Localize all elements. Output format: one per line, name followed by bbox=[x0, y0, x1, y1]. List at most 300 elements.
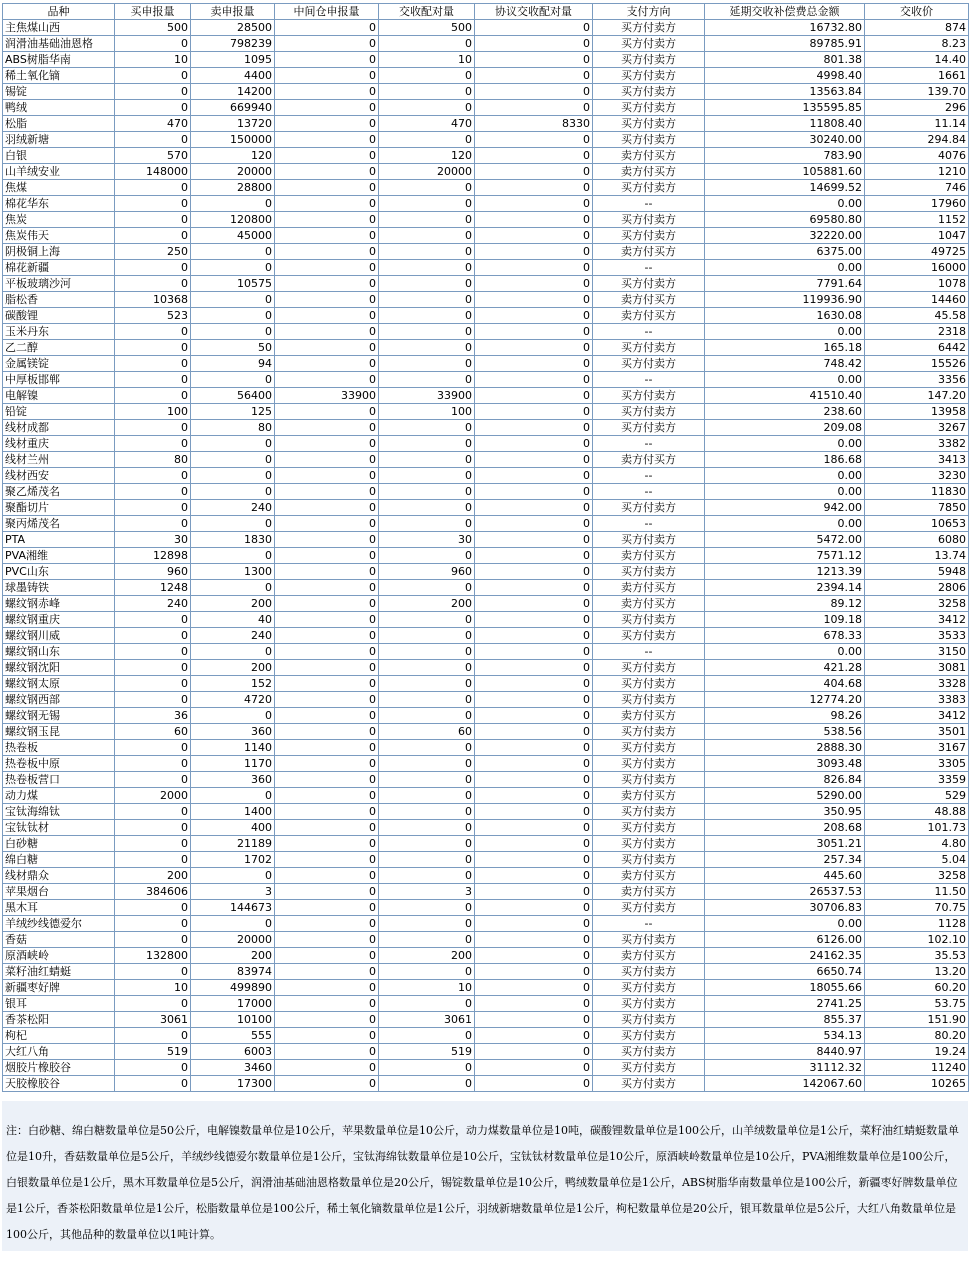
value-cell: 105881.60 bbox=[705, 164, 865, 180]
value-cell: 0 bbox=[379, 340, 475, 356]
value-cell: 13.20 bbox=[865, 964, 969, 980]
variety-cell: PVC山东 bbox=[3, 564, 115, 580]
value-cell: 5472.00 bbox=[705, 532, 865, 548]
value-cell: 0 bbox=[275, 596, 379, 612]
value-cell: 0 bbox=[191, 308, 275, 324]
column-header: 支付方向 bbox=[593, 4, 705, 20]
value-cell: 3359 bbox=[865, 772, 969, 788]
variety-cell: PTA bbox=[3, 532, 115, 548]
value-cell: 1630.08 bbox=[705, 308, 865, 324]
value-cell: 384606 bbox=[115, 884, 191, 900]
value-cell: 0 bbox=[191, 580, 275, 596]
value-cell: 0 bbox=[379, 868, 475, 884]
payment-direction-cell: 卖方付买方 bbox=[593, 292, 705, 308]
value-cell: 0 bbox=[191, 916, 275, 932]
value-cell: 0 bbox=[115, 964, 191, 980]
value-cell: 0.00 bbox=[705, 324, 865, 340]
value-cell: 0 bbox=[475, 452, 593, 468]
value-cell: 98.26 bbox=[705, 708, 865, 724]
payment-direction-cell: 卖方付买方 bbox=[593, 708, 705, 724]
value-cell: 0 bbox=[191, 868, 275, 884]
value-cell: 0 bbox=[379, 708, 475, 724]
value-cell: 53.75 bbox=[865, 996, 969, 1012]
variety-cell: 热卷板营口 bbox=[3, 772, 115, 788]
table-row bbox=[3, 788, 969, 804]
variety-cell: 螺纹钢赤峰 bbox=[3, 596, 115, 612]
value-cell: 0 bbox=[379, 660, 475, 676]
value-cell: 20000 bbox=[191, 932, 275, 948]
table-row bbox=[3, 372, 969, 388]
value-cell: 1095 bbox=[191, 52, 275, 68]
value-cell: 11.14 bbox=[865, 116, 969, 132]
value-cell: 0 bbox=[275, 644, 379, 660]
value-cell: 150000 bbox=[191, 132, 275, 148]
value-cell: 1128 bbox=[865, 916, 969, 932]
value-cell: 0 bbox=[379, 820, 475, 836]
value-cell: 3 bbox=[191, 884, 275, 900]
value-cell: 0 bbox=[275, 660, 379, 676]
value-cell: 0 bbox=[275, 52, 379, 68]
value-cell: 80 bbox=[115, 452, 191, 468]
value-cell: 3460 bbox=[191, 1060, 275, 1076]
value-cell: 0 bbox=[475, 404, 593, 420]
value-cell: 69580.80 bbox=[705, 212, 865, 228]
value-cell: 1830 bbox=[191, 532, 275, 548]
value-cell: 7850 bbox=[865, 500, 969, 516]
value-cell: 0 bbox=[379, 852, 475, 868]
value-cell: 15526 bbox=[865, 356, 969, 372]
variety-cell: 菜籽油红蜻蜓 bbox=[3, 964, 115, 980]
table-row bbox=[3, 52, 969, 68]
value-cell: 0 bbox=[115, 660, 191, 676]
value-cell: 14.40 bbox=[865, 52, 969, 68]
payment-direction-cell: 买方付卖方 bbox=[593, 564, 705, 580]
value-cell: 7791.64 bbox=[705, 276, 865, 292]
variety-cell: 银耳 bbox=[3, 996, 115, 1012]
value-cell: 0 bbox=[379, 612, 475, 628]
value-cell: 0 bbox=[475, 628, 593, 644]
table-row bbox=[3, 932, 969, 948]
value-cell: 28500 bbox=[191, 20, 275, 36]
value-cell: 0 bbox=[475, 276, 593, 292]
variety-cell: 平板玻璃沙河 bbox=[3, 276, 115, 292]
value-cell: 500 bbox=[115, 20, 191, 36]
value-cell: 3305 bbox=[865, 756, 969, 772]
payment-direction-cell: 买方付卖方 bbox=[593, 1012, 705, 1028]
value-cell: 0 bbox=[275, 884, 379, 900]
value-cell: 0 bbox=[475, 388, 593, 404]
table-row bbox=[3, 708, 969, 724]
payment-direction-cell: 买方付卖方 bbox=[593, 1044, 705, 1060]
value-cell: 678.33 bbox=[705, 628, 865, 644]
value-cell: 534.13 bbox=[705, 1028, 865, 1044]
value-cell: 209.08 bbox=[705, 420, 865, 436]
value-cell: 296 bbox=[865, 100, 969, 116]
value-cell: 0 bbox=[115, 900, 191, 916]
value-cell: 14460 bbox=[865, 292, 969, 308]
value-cell: 0 bbox=[115, 916, 191, 932]
table-row bbox=[3, 132, 969, 148]
value-cell: 0 bbox=[115, 68, 191, 84]
table-row bbox=[3, 68, 969, 84]
value-cell: 0 bbox=[275, 340, 379, 356]
value-cell: 0 bbox=[475, 868, 593, 884]
variety-cell: 香菇 bbox=[3, 932, 115, 948]
value-cell: 0 bbox=[275, 916, 379, 932]
table-row bbox=[3, 516, 969, 532]
variety-cell: 螺纹钢山东 bbox=[3, 644, 115, 660]
value-cell: 0 bbox=[475, 340, 593, 356]
value-cell: 0 bbox=[475, 964, 593, 980]
value-cell: 165.18 bbox=[705, 340, 865, 356]
value-cell: 0 bbox=[475, 164, 593, 180]
variety-cell: 宝钛钛材 bbox=[3, 820, 115, 836]
value-cell: 1661 bbox=[865, 68, 969, 84]
value-cell: 0 bbox=[475, 676, 593, 692]
value-cell: 0 bbox=[115, 692, 191, 708]
value-cell: 0 bbox=[379, 676, 475, 692]
table-row bbox=[3, 628, 969, 644]
value-cell: 12774.20 bbox=[705, 692, 865, 708]
payment-direction-cell: 买方付卖方 bbox=[593, 724, 705, 740]
payment-direction-cell: -- bbox=[593, 436, 705, 452]
column-header: 品种 bbox=[3, 4, 115, 20]
value-cell: 0 bbox=[115, 996, 191, 1012]
delivery-table bbox=[2, 3, 969, 1092]
value-cell: 0 bbox=[275, 868, 379, 884]
value-cell: 139.70 bbox=[865, 84, 969, 100]
value-cell: 0 bbox=[475, 532, 593, 548]
delivery-report bbox=[2, 3, 968, 1092]
value-cell: 0 bbox=[275, 580, 379, 596]
value-cell: 60.20 bbox=[865, 980, 969, 996]
column-header: 交收价 bbox=[865, 4, 969, 20]
value-cell: 0 bbox=[475, 900, 593, 916]
payment-direction-cell: 买方付卖方 bbox=[593, 980, 705, 996]
value-cell: 0.00 bbox=[705, 644, 865, 660]
variety-cell: 大红八角 bbox=[3, 1044, 115, 1060]
value-cell: 0 bbox=[379, 468, 475, 484]
table-row bbox=[3, 820, 969, 836]
payment-direction-cell: 买方付卖方 bbox=[593, 676, 705, 692]
value-cell: 1210 bbox=[865, 164, 969, 180]
value-cell: 200 bbox=[191, 660, 275, 676]
variety-cell: 阴极铜上海 bbox=[3, 244, 115, 260]
value-cell: 26537.53 bbox=[705, 884, 865, 900]
value-cell: 17300 bbox=[191, 1076, 275, 1092]
value-cell: 20000 bbox=[379, 164, 475, 180]
value-cell: 240 bbox=[191, 500, 275, 516]
variety-cell: 螺纹钢无锡 bbox=[3, 708, 115, 724]
value-cell: 0 bbox=[275, 756, 379, 772]
table-row bbox=[3, 404, 969, 420]
value-cell: 0 bbox=[379, 1028, 475, 1044]
value-cell: 3061 bbox=[379, 1012, 475, 1028]
value-cell: 11830 bbox=[865, 484, 969, 500]
variety-cell: 天胶橡胶谷 bbox=[3, 1076, 115, 1092]
value-cell: 0 bbox=[115, 1076, 191, 1092]
table-row bbox=[3, 1028, 969, 1044]
value-cell: 24162.35 bbox=[705, 948, 865, 964]
variety-cell: 脂松香 bbox=[3, 292, 115, 308]
payment-direction-cell: 买方付卖方 bbox=[593, 532, 705, 548]
column-header: 中间仓申报量 bbox=[275, 4, 379, 20]
value-cell: 0 bbox=[379, 772, 475, 788]
value-cell: 8330 bbox=[475, 116, 593, 132]
value-cell: 0 bbox=[379, 900, 475, 916]
table-row bbox=[3, 36, 969, 52]
table-row bbox=[3, 836, 969, 852]
table-row bbox=[3, 676, 969, 692]
payment-direction-cell: 买方付卖方 bbox=[593, 212, 705, 228]
table-row bbox=[3, 804, 969, 820]
table-row bbox=[3, 756, 969, 772]
value-cell: 0 bbox=[475, 372, 593, 388]
table-row bbox=[3, 180, 969, 196]
table-row bbox=[3, 868, 969, 884]
variety-cell: 稀土氧化镝 bbox=[3, 68, 115, 84]
value-cell: 0 bbox=[275, 484, 379, 500]
table-row bbox=[3, 612, 969, 628]
value-cell: 470 bbox=[379, 116, 475, 132]
table-row bbox=[3, 1044, 969, 1060]
value-cell: 798239 bbox=[191, 36, 275, 52]
value-cell: 0 bbox=[475, 308, 593, 324]
value-cell: 0 bbox=[475, 228, 593, 244]
value-cell: 200 bbox=[379, 596, 475, 612]
payment-direction-cell: 卖方付买方 bbox=[593, 548, 705, 564]
value-cell: 0 bbox=[275, 276, 379, 292]
variety-cell: 鸭绒 bbox=[3, 100, 115, 116]
value-cell: 400 bbox=[191, 820, 275, 836]
value-cell: 6126.00 bbox=[705, 932, 865, 948]
variety-cell: ABS树脂华南 bbox=[3, 52, 115, 68]
table-row bbox=[3, 596, 969, 612]
value-cell: 0 bbox=[191, 548, 275, 564]
variety-cell: 枸杞 bbox=[3, 1028, 115, 1044]
value-cell: 2394.14 bbox=[705, 580, 865, 596]
value-cell: 421.28 bbox=[705, 660, 865, 676]
value-cell: 0 bbox=[379, 500, 475, 516]
value-cell: 1170 bbox=[191, 756, 275, 772]
value-cell: 1047 bbox=[865, 228, 969, 244]
table-row bbox=[3, 548, 969, 564]
footnote-panel bbox=[2, 1101, 968, 1251]
value-cell: 120 bbox=[379, 148, 475, 164]
column-header: 协议交收配对量 bbox=[475, 4, 593, 20]
value-cell: 0 bbox=[475, 68, 593, 84]
value-cell: 13563.84 bbox=[705, 84, 865, 100]
value-cell: 6003 bbox=[191, 1044, 275, 1060]
value-cell: 13958 bbox=[865, 404, 969, 420]
value-cell: 0 bbox=[275, 980, 379, 996]
value-cell: 0 bbox=[115, 356, 191, 372]
value-cell: 6080 bbox=[865, 532, 969, 548]
value-cell: 0 bbox=[275, 116, 379, 132]
payment-direction-cell: 买方付卖方 bbox=[593, 68, 705, 84]
table-row bbox=[3, 20, 969, 36]
value-cell: 0 bbox=[115, 260, 191, 276]
payment-direction-cell: 买方付卖方 bbox=[593, 388, 705, 404]
value-cell: 0 bbox=[475, 100, 593, 116]
value-cell: 102.10 bbox=[865, 932, 969, 948]
value-cell: 48.88 bbox=[865, 804, 969, 820]
value-cell: 0 bbox=[275, 292, 379, 308]
table-row bbox=[3, 196, 969, 212]
payment-direction-cell: 买方付卖方 bbox=[593, 628, 705, 644]
value-cell: 3167 bbox=[865, 740, 969, 756]
value-cell: 0 bbox=[275, 900, 379, 916]
value-cell: 746 bbox=[865, 180, 969, 196]
value-cell: 10 bbox=[115, 980, 191, 996]
value-cell: 0 bbox=[115, 436, 191, 452]
value-cell: 0 bbox=[115, 852, 191, 868]
value-cell: 0 bbox=[379, 68, 475, 84]
value-cell: 17960 bbox=[865, 196, 969, 212]
value-cell: 2000 bbox=[115, 788, 191, 804]
table-row bbox=[3, 996, 969, 1012]
payment-direction-cell: 卖方付买方 bbox=[593, 244, 705, 260]
value-cell: 0 bbox=[379, 372, 475, 388]
value-cell: 0 bbox=[475, 996, 593, 1012]
payment-direction-cell: -- bbox=[593, 644, 705, 660]
variety-cell: 原酒峡岭 bbox=[3, 948, 115, 964]
value-cell: 445.60 bbox=[705, 868, 865, 884]
table-row bbox=[3, 692, 969, 708]
value-cell: 30706.83 bbox=[705, 900, 865, 916]
payment-direction-cell: 卖方付买方 bbox=[593, 868, 705, 884]
value-cell: 14699.52 bbox=[705, 180, 865, 196]
value-cell: 13.74 bbox=[865, 548, 969, 564]
value-cell: 0 bbox=[115, 276, 191, 292]
value-cell: 0 bbox=[275, 548, 379, 564]
value-cell: 0 bbox=[275, 500, 379, 516]
value-cell: 519 bbox=[379, 1044, 475, 1060]
variety-cell: 热卷板 bbox=[3, 740, 115, 756]
value-cell: 360 bbox=[191, 772, 275, 788]
value-cell: 404.68 bbox=[705, 676, 865, 692]
value-cell: 3501 bbox=[865, 724, 969, 740]
value-cell: 16000 bbox=[865, 260, 969, 276]
value-cell: 1300 bbox=[191, 564, 275, 580]
value-cell: 2888.30 bbox=[705, 740, 865, 756]
payment-direction-cell: 卖方付买方 bbox=[593, 452, 705, 468]
value-cell: 0 bbox=[379, 804, 475, 820]
variety-cell: 聚乙烯茂名 bbox=[3, 484, 115, 500]
value-cell: 0 bbox=[115, 820, 191, 836]
value-cell: 942.00 bbox=[705, 500, 865, 516]
value-cell: 0 bbox=[379, 740, 475, 756]
value-cell: 0 bbox=[275, 468, 379, 484]
value-cell: 0 bbox=[115, 100, 191, 116]
value-cell: 148000 bbox=[115, 164, 191, 180]
value-cell: 470 bbox=[115, 116, 191, 132]
table-row bbox=[3, 340, 969, 356]
value-cell: 83974 bbox=[191, 964, 275, 980]
value-cell: 0 bbox=[191, 516, 275, 532]
value-cell: 1078 bbox=[865, 276, 969, 292]
value-cell: 3061 bbox=[115, 1012, 191, 1028]
value-cell: 80 bbox=[191, 420, 275, 436]
value-cell: 100 bbox=[115, 404, 191, 420]
value-cell: 0 bbox=[275, 932, 379, 948]
value-cell: 36 bbox=[115, 708, 191, 724]
value-cell: 748.42 bbox=[705, 356, 865, 372]
variety-cell: 焦煤 bbox=[3, 180, 115, 196]
value-cell: 0 bbox=[275, 1028, 379, 1044]
value-cell: 0 bbox=[475, 772, 593, 788]
value-cell: 7571.12 bbox=[705, 548, 865, 564]
value-cell: 0 bbox=[275, 708, 379, 724]
value-cell: 0 bbox=[475, 484, 593, 500]
payment-direction-cell: 买方付卖方 bbox=[593, 180, 705, 196]
value-cell: 3 bbox=[379, 884, 475, 900]
value-cell: 32220.00 bbox=[705, 228, 865, 244]
payment-direction-cell: 买方付卖方 bbox=[593, 692, 705, 708]
value-cell: 0.00 bbox=[705, 484, 865, 500]
value-cell: 200 bbox=[191, 948, 275, 964]
value-cell: 0 bbox=[115, 132, 191, 148]
value-cell: 294.84 bbox=[865, 132, 969, 148]
value-cell: 0 bbox=[379, 996, 475, 1012]
value-cell: 0 bbox=[115, 932, 191, 948]
payment-direction-cell: 卖方付买方 bbox=[593, 164, 705, 180]
table-row bbox=[3, 116, 969, 132]
value-cell: 50 bbox=[191, 340, 275, 356]
table-row bbox=[3, 100, 969, 116]
payment-direction-cell: -- bbox=[593, 324, 705, 340]
value-cell: 0 bbox=[475, 1076, 593, 1092]
value-cell: 0 bbox=[475, 884, 593, 900]
value-cell: 28800 bbox=[191, 180, 275, 196]
value-cell: 0 bbox=[275, 196, 379, 212]
value-cell: 0 bbox=[115, 196, 191, 212]
value-cell: 109.18 bbox=[705, 612, 865, 628]
value-cell: 0 bbox=[379, 756, 475, 772]
value-cell: 240 bbox=[191, 628, 275, 644]
value-cell: 0 bbox=[275, 788, 379, 804]
value-cell: 3533 bbox=[865, 628, 969, 644]
value-cell: 0 bbox=[475, 756, 593, 772]
table-row bbox=[3, 484, 969, 500]
value-cell: 0 bbox=[475, 212, 593, 228]
value-cell: 3093.48 bbox=[705, 756, 865, 772]
value-cell: 0 bbox=[275, 148, 379, 164]
value-cell: 0 bbox=[275, 740, 379, 756]
variety-cell: 白砂糖 bbox=[3, 836, 115, 852]
payment-direction-cell: 买方付卖方 bbox=[593, 996, 705, 1012]
value-cell: 669940 bbox=[191, 100, 275, 116]
variety-cell: 润滑油基础油恩格 bbox=[3, 36, 115, 52]
table-row bbox=[3, 900, 969, 916]
variety-cell: 松脂 bbox=[3, 116, 115, 132]
value-cell: 0 bbox=[379, 180, 475, 196]
value-cell: 3383 bbox=[865, 692, 969, 708]
payment-direction-cell: 卖方付买方 bbox=[593, 580, 705, 596]
value-cell: 538.56 bbox=[705, 724, 865, 740]
value-cell: 0 bbox=[115, 804, 191, 820]
value-cell: 0 bbox=[275, 948, 379, 964]
variety-cell: 苹果烟台 bbox=[3, 884, 115, 900]
value-cell: 4720 bbox=[191, 692, 275, 708]
value-cell: 0 bbox=[379, 420, 475, 436]
value-cell: 0 bbox=[115, 756, 191, 772]
value-cell: 144673 bbox=[191, 900, 275, 916]
payment-direction-cell: 买方付卖方 bbox=[593, 964, 705, 980]
value-cell: 0 bbox=[475, 660, 593, 676]
value-cell: 0 bbox=[275, 836, 379, 852]
value-cell: 3267 bbox=[865, 420, 969, 436]
